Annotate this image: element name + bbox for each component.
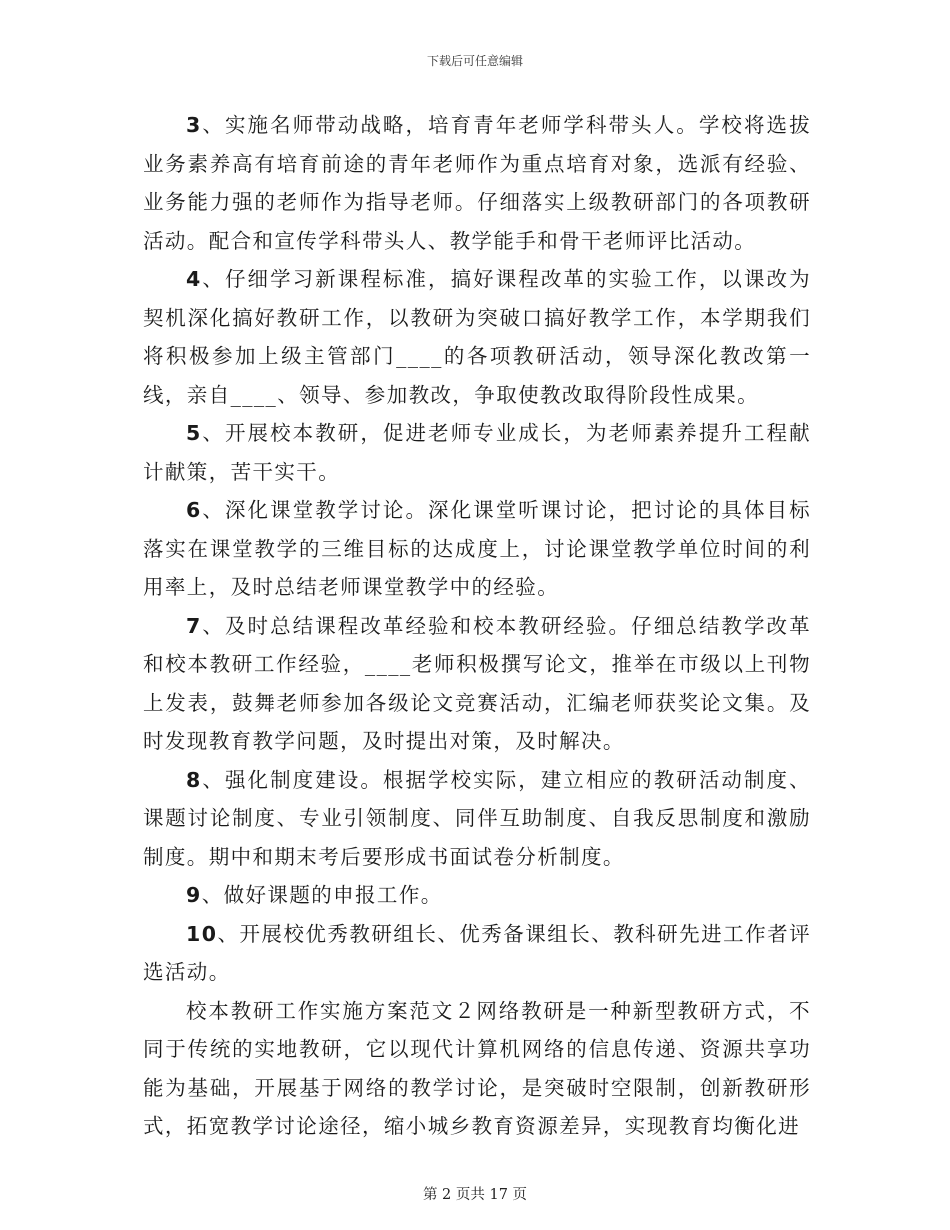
paragraph-item-5 [143, 414, 811, 491]
paragraph-item-10 [143, 915, 811, 992]
page-header: 下载后可任意编辑 [426, 54, 523, 68]
paragraph-sample-2 [143, 992, 811, 1146]
paragraph-text: 校本教研工作实施方案范文２网络教研是一种新型教研方式，不同于传统的实地教研，它以现代计算机网络的信息传递、资源共享功能为基础，开展基于网络的教学讨论，是突破时空限制，创新教研形式，拓宽教学讨论途径，缩小城乡教育资源差异，实现教育均衡化进 [143, 998, 811, 1138]
item-number: 4 [186, 267, 202, 291]
paragraph-text: 、开展校本教研，促进老师专业成长，为老师素养提升工程献计献策，苦干实干。 [143, 421, 811, 484]
item-number: 3 [186, 113, 202, 137]
document-body [143, 106, 811, 1146]
item-number: 8 [186, 767, 202, 792]
page-footer: 第 2 页共 17 页 [422, 1187, 528, 1203]
paragraph-item-3 [143, 106, 811, 260]
paragraph-text: 、及时总结课程改革经验和校本教研经验。仔细总结教学改革和校本教研工作经验，____老师积极撰写论文，推举在市级以上刊物上发表，鼓舞老师参加各级论文竞赛活动，汇编老师获奖论文集。及时发现教育教学问题，及时提出对策，及时解决。 [143, 613, 811, 753]
paragraph-text: 、深化课堂教学讨论。深化课堂听课讨论，把讨论的具体目标落实在课堂教学的三维目标的达成度上，讨论课堂教学单位时间的利用率上，及时总结老师课堂教学中的经验。 [143, 498, 811, 599]
paragraph-text: 、仔细学习新课程标准，搞好课程改革的实验工作，以课改为契机深化搞好教研工作，以教研为突破口搞好教学工作，本学期我们将积极参加上级主管部门____的各项教研活动，领导深化教改第一线，亲自____、领导、参加教改，争取使教改取得阶段性成果。 [143, 267, 811, 407]
item-number: 7 [186, 613, 202, 638]
item-number: 5 [186, 421, 202, 445]
item-number: 6 [186, 498, 202, 522]
paragraph-item-8 [143, 761, 811, 877]
item-number: 10 [186, 921, 218, 946]
paragraph-item-7 [143, 607, 811, 761]
paragraph-item-9 [143, 876, 811, 915]
paragraph-item-6 [143, 491, 811, 607]
item-number: 9 [186, 883, 202, 907]
paragraph-text: 、强化制度建设。根据学校实际，建立相应的教研活动制度、课题讨论制度、专业引领制度、同伴互助制度、自我反思制度和激励制度。期中和期末考后要形成书面试卷分析制度。 [143, 767, 811, 869]
paragraph-text: 、做好课题的申报工作。 [201, 883, 443, 907]
paragraph-text: 、开展校优秀教研组长、优秀备课组长、教科研先进工作者评选活动。 [143, 921, 811, 984]
paragraph-item-4 [143, 260, 811, 414]
paragraph-text: 、实施名师带动战略，培育青年老师学科带头人。学校将选拔业务素养高有培育前途的青年老师作为重点培育对象，选派有经验、业务能力强的老师作为指导老师。仔细落实上级教研部门的各项教研活动。配合和宣传学科带头人、教学能手和骨干老师评比活动。 [143, 113, 811, 253]
